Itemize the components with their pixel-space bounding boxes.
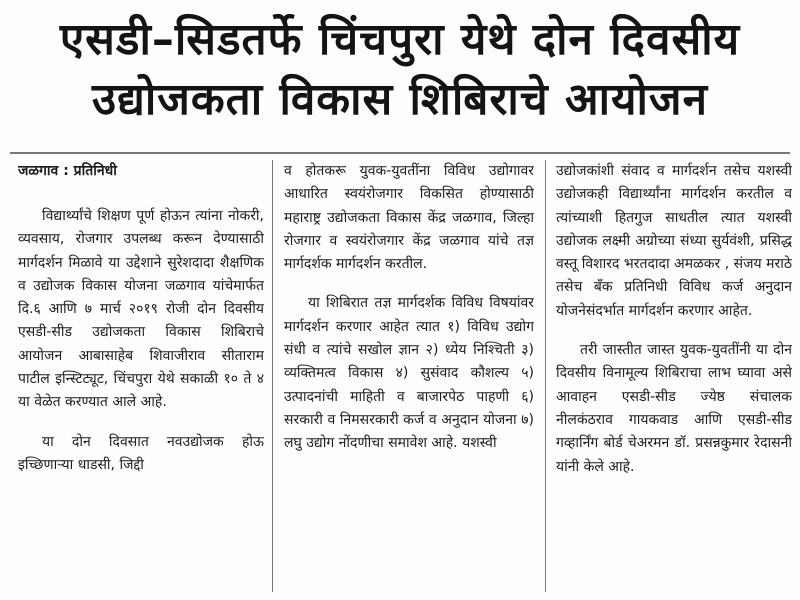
paragraph: या शिबिरात तज्ञ मार्गदर्शक विविध विषयांवर मार्गदर्शन करणार आहेत त्यात १) विविध उद्योग संधी व त्यांचे सखोल ज्ञान २) ध्येय निश्चिती ३) व्यक्तिमत्व विकास ४) सुसंवाद कौशल्य ५) उत्पादनांची माहिती व बाजारपेठ पाहणी ६) सरकारी व निमसरकारी कर्ज व अनुदान योजना ७) लघु उद्योग नोंदणीचा समावेश आहे. यशस्वी [284, 295, 534, 452]
column-divider-2 [545, 160, 546, 592]
headline-divider [10, 152, 790, 154]
article-column-3 [556, 160, 792, 592]
headline [10, 10, 790, 146]
dateline: जळगाव : प्रतिनिधी [18, 163, 117, 179]
headline-line-2: उद्योजकता विकास शिबिराचे आयोजन [91, 74, 708, 125]
article-column-1 [18, 160, 264, 592]
article-column-2 [284, 160, 534, 592]
paragraph: उद्योजकांशी संवाद व मार्गदर्शन तसेच यशस्वी उद्योजकही विद्यार्थ्यांना मार्गदर्शन करतील व त्यांच्याशी हितगुज साधतील त्यात यशस्वी उद्योजक लक्ष्मी अग्रोच्या संध्या सुर्यवंशी, प्रसिद्ध वस्तू विशारद भरतदादा अमळकर , संजय मराठे तसेच बँक प्रतिनिधी विविध कर्ज अनुदान योजनेसंदर्भात मार्गदर्शन करणार आहेत. [556, 163, 792, 319]
column-divider-1 [272, 160, 273, 592]
paragraph: विद्यार्थ्यांचे शिक्षण पूर्ण होऊन त्यांना नोकरी, व्यवसाय, रोजगार उपलब्ध करून देण्यासाठी मार्गदर्शन मिळावे या उद्देशाने सुरेशदादा शैक्षणिक व उद्योजक विकास योजना जळगाव यांचेमार्फत दि.६ आणि ७ मार्च २०१९ रोजी दोन दिवसीय एसडी-सीड उद्योजकता विकास शिबिराचे आयोजन आबासाहेब शिवाजीराव सीताराम पाटील इन्स्टिट्यूट, चिंचपुरा येथे सकाळी १० ते ४ या वेळेत करण्यात आले आहे. [18, 208, 264, 411]
headline-line-1: एसडी–सिडतर्फे चिंचपुरा येथे दोन दिवसीय [59, 14, 741, 65]
paragraph: तरी जास्तीत जास्त युवक-युवतींनी या दोन दिवसीय विनामूल्य शिबिराचा लाभ घ्यावा असे आवाहन एसडी-सीड ज्येष्ठ संचालक नीलकंठराव गायकवाड आणि एसडी-सीड गव्हार्निंग बोर्ड चेअरमन डॉ. प्रसन्नकुमार रेदासनी यांनी केले आहे. [556, 342, 792, 475]
paragraph: या दोन दिवसात नवउद्योजक होऊ इच्छिणाऱ्या धाडसी, जिद्दी [18, 433, 264, 473]
paragraph: व होतकरू युवक-युवतींना विविध उद्योगावर आधारित स्वयंरोजगार विकसित होण्यासाठी महाराष्ट्र उद्योजकता विकास केंद्र जळगाव, जिल्हा रोजगार व स्वयंरोजगार केंद्र जळगाव यांचे तज्ञ मार्गदर्शक मार्गदर्शन करतील. [284, 163, 534, 273]
